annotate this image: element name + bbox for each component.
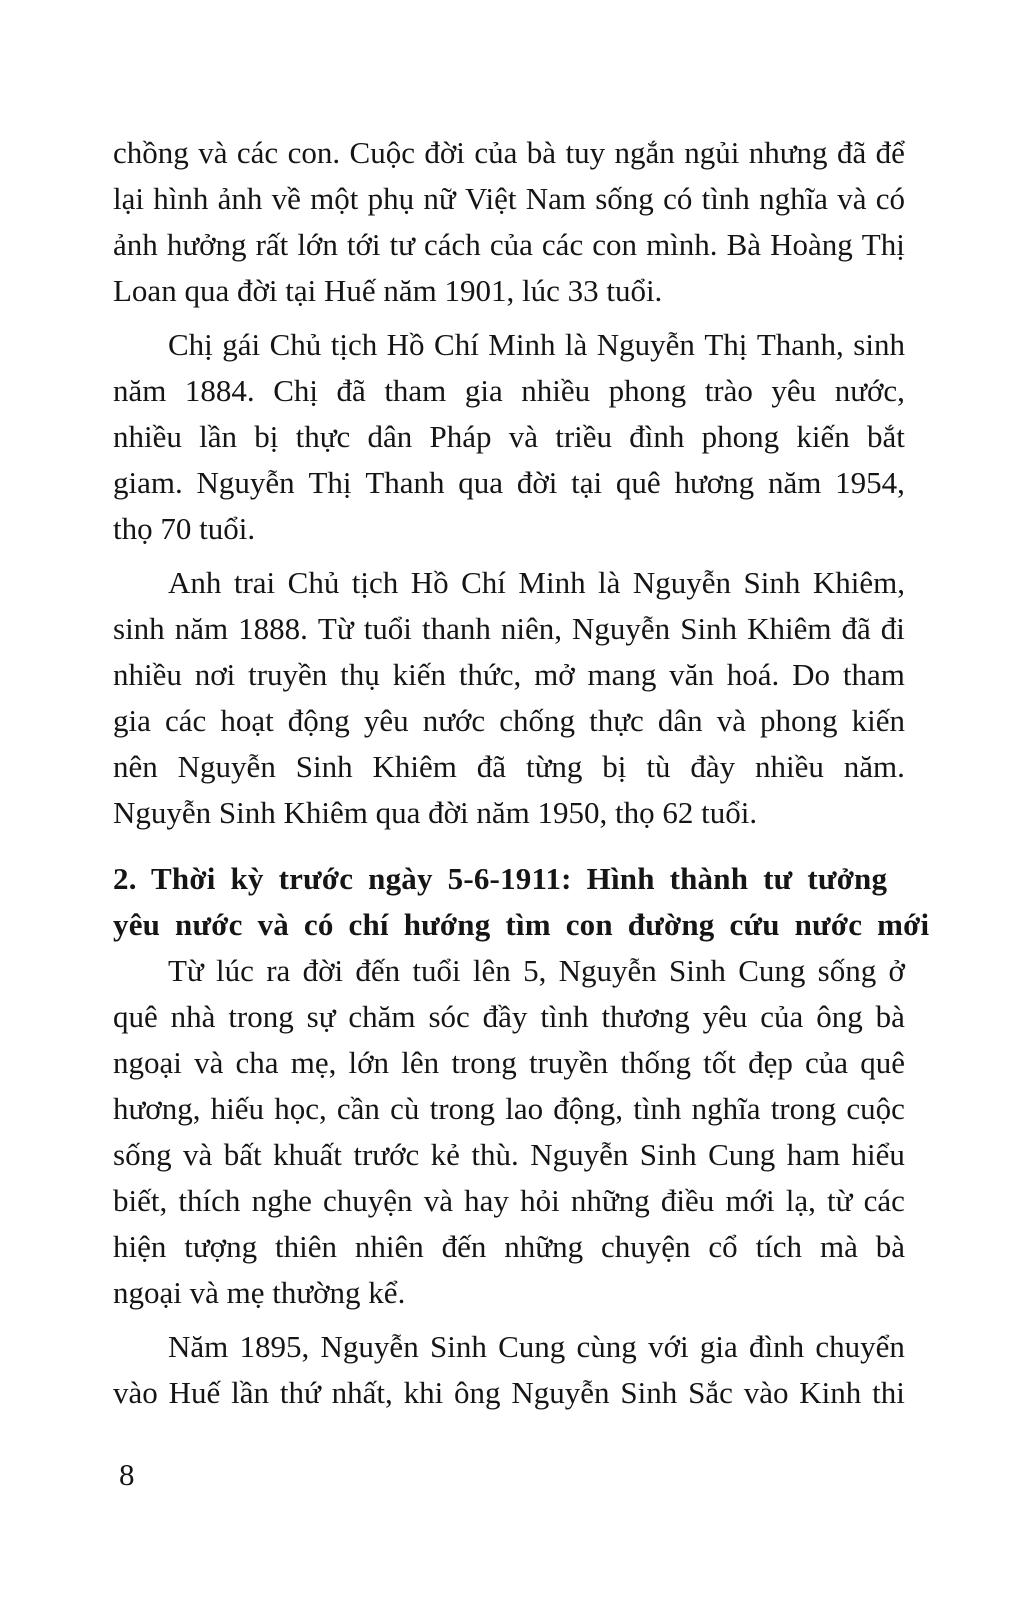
- word: cổ: [708, 1229, 738, 1264]
- word: Chủ: [269, 327, 322, 362]
- word: kẻ: [430, 1137, 460, 1172]
- word: thứ: [279, 1375, 321, 1410]
- word: thức,: [458, 657, 522, 692]
- word: là: [564, 327, 588, 362]
- word: của: [489, 227, 533, 262]
- word: hình: [153, 181, 209, 216]
- word: Khiêm,: [812, 565, 905, 600]
- word: thanh: [421, 611, 491, 646]
- text-line: [113, 652, 905, 698]
- word: Việt: [464, 181, 517, 216]
- word: lạ,: [785, 1183, 816, 1218]
- word: ảnh: [113, 227, 158, 262]
- text-line: [113, 1040, 905, 1086]
- word: hoá.: [726, 657, 780, 692]
- word: Sắc: [688, 1375, 733, 1410]
- word: tình: [540, 999, 589, 1034]
- word: và: [837, 181, 867, 216]
- word: Minh: [518, 565, 586, 600]
- word: Cung: [708, 1137, 776, 1172]
- word: Nguyễn: [196, 465, 295, 500]
- word: phong: [608, 373, 687, 408]
- word: hiện: [113, 1229, 167, 1264]
- text-line: [113, 1370, 905, 1416]
- word: Anh: [168, 565, 222, 600]
- word: vào: [113, 1375, 158, 1410]
- word: con.: [287, 135, 341, 170]
- word: thiên: [274, 1229, 337, 1264]
- word: và: [183, 1137, 213, 1172]
- word: trước: [353, 1137, 420, 1172]
- word: điều: [660, 1183, 715, 1218]
- word: tịch: [351, 565, 399, 600]
- word: bà: [875, 1229, 905, 1264]
- word: đày: [690, 749, 736, 784]
- word: nhất,: [331, 1375, 393, 1410]
- word: thụ: [340, 657, 380, 692]
- word: nhiều: [113, 657, 182, 692]
- word: trong: [451, 1045, 517, 1080]
- word: chồng: [113, 135, 189, 170]
- word: nghe: [251, 1183, 312, 1218]
- word: lao: [505, 1091, 544, 1126]
- word: lúc: [216, 953, 254, 988]
- word: học,: [274, 1091, 327, 1126]
- word: Nguyễn: [511, 1375, 610, 1410]
- word: Do: [792, 657, 831, 692]
- word: yêu: [363, 703, 409, 738]
- word: mình.: [646, 227, 718, 262]
- word: trai: [233, 565, 276, 600]
- word: sóc: [428, 999, 470, 1034]
- word: sự: [306, 999, 336, 1034]
- word: Nam: [525, 181, 586, 216]
- word: thương: [601, 999, 690, 1034]
- word: và: [194, 1045, 224, 1080]
- word: nơi: [194, 657, 236, 692]
- text-line: [113, 130, 905, 176]
- word: hương,: [113, 1091, 201, 1126]
- word: cần: [336, 1091, 380, 1126]
- word: hiếu: [210, 1091, 265, 1126]
- word: sống: [595, 181, 654, 216]
- word: tốt: [703, 1045, 736, 1080]
- word: chăm: [348, 999, 416, 1034]
- text-line: [113, 1324, 905, 1370]
- text-line: [113, 606, 905, 652]
- word: lần: [231, 1375, 269, 1410]
- word: bị: [254, 419, 279, 454]
- word: gia: [113, 703, 151, 738]
- word: sống: [113, 1137, 172, 1172]
- word: đã: [476, 749, 507, 784]
- word: Chí: [461, 565, 506, 600]
- word: triều: [555, 419, 613, 454]
- word: sinh: [113, 611, 165, 646]
- word: từng: [525, 749, 583, 784]
- word: đẹp: [748, 1045, 793, 1080]
- word: nước,: [834, 373, 905, 408]
- word: bất: [223, 1137, 262, 1172]
- word: nhưng: [748, 135, 828, 170]
- text-line: ngoại và mẹ thường kể.: [113, 1275, 406, 1310]
- word: quê: [113, 999, 158, 1034]
- word: lên: [401, 1045, 440, 1080]
- word: kiến: [796, 419, 850, 454]
- word: Hồ: [410, 565, 449, 600]
- heading-line: yêu nước và có chí hướng tìm con đường cứu nước mới: [113, 907, 930, 942]
- word: động: [287, 703, 350, 738]
- word: đã: [841, 611, 871, 646]
- word: Sinh: [295, 749, 353, 784]
- body-paragraph: [113, 948, 905, 1316]
- word: và: [423, 1183, 453, 1218]
- word: các: [541, 227, 584, 262]
- heading-line: 2. Thời kỳ trước ngày 5-6-1911: Hình thành tư tưởng: [113, 861, 888, 896]
- text-line: [113, 1132, 905, 1178]
- word: động,: [553, 1091, 624, 1126]
- word: tích: [755, 1229, 803, 1264]
- word: lại: [113, 181, 144, 216]
- word: tư: [389, 227, 415, 262]
- word: ra: [266, 953, 291, 988]
- word: Từ: [317, 611, 354, 646]
- word: phụ: [367, 181, 415, 216]
- word: tuổi: [363, 611, 412, 646]
- word: Sinh: [620, 1375, 678, 1410]
- word: đời: [424, 135, 465, 170]
- word: lớn: [297, 227, 338, 262]
- word: ảnh: [217, 181, 263, 216]
- word: hoạt: [220, 703, 274, 738]
- text-line: [113, 994, 905, 1040]
- word: Từ: [168, 953, 204, 988]
- word: bà: [526, 135, 557, 170]
- word: cách: [424, 227, 481, 262]
- word: rất: [255, 227, 289, 262]
- word: kiến: [392, 657, 446, 692]
- word: Minh: [488, 327, 556, 362]
- text-line: thọ 70 tuổi.: [113, 511, 256, 546]
- word: bà: [875, 999, 905, 1034]
- word: để: [875, 135, 905, 170]
- word: mở: [534, 657, 575, 692]
- word: Thanh,: [756, 327, 844, 362]
- word: gia: [699, 1329, 738, 1364]
- word: Nguyễn: [632, 565, 732, 600]
- word: tình: [701, 181, 750, 216]
- word: 1895,: [239, 1329, 310, 1364]
- word: Pháp: [429, 419, 492, 454]
- word: thực: [589, 703, 644, 738]
- word: trào: [704, 373, 753, 408]
- word: nhà: [170, 999, 216, 1034]
- word: về: [271, 181, 301, 216]
- word: ở: [888, 953, 905, 988]
- text-line: [113, 1178, 905, 1224]
- word: phong: [701, 419, 780, 454]
- word: ông: [816, 999, 863, 1034]
- word: là: [598, 565, 621, 600]
- word: ngủi: [684, 135, 740, 170]
- word: chuyện: [323, 1183, 413, 1218]
- word: nên: [113, 749, 158, 784]
- word: và: [198, 135, 228, 170]
- word: và: [508, 419, 538, 454]
- word: nước: [422, 703, 486, 738]
- word: có: [875, 181, 905, 216]
- body-paragraph: [113, 130, 905, 314]
- word: 1888.: [238, 611, 308, 646]
- word: đi: [880, 611, 905, 646]
- word: biết,: [113, 1183, 168, 1218]
- word: Hoàng: [770, 227, 853, 262]
- word: nhiều: [521, 373, 591, 408]
- word: ông: [454, 1375, 501, 1410]
- word: Huế: [168, 1375, 221, 1410]
- word: Chị: [168, 327, 213, 362]
- word: quê: [860, 1045, 905, 1080]
- word: nhiên: [354, 1229, 424, 1264]
- word: Sinh: [680, 611, 738, 646]
- word: thống: [620, 1045, 691, 1080]
- word: tham: [842, 657, 905, 692]
- section-heading: [113, 856, 930, 948]
- word: ngắn: [614, 135, 675, 170]
- word: mới: [725, 1183, 775, 1218]
- word: của: [474, 135, 518, 170]
- word: Thị: [861, 227, 905, 262]
- word: thi: [872, 1375, 905, 1410]
- word: thù.: [471, 1137, 519, 1172]
- word: hưởng: [166, 227, 247, 262]
- word: có: [663, 181, 693, 216]
- word: Sinh: [429, 1329, 487, 1364]
- word: nữ: [423, 181, 456, 216]
- text-line: [113, 698, 905, 744]
- word: ham: [786, 1137, 841, 1172]
- word: yêu: [771, 373, 817, 408]
- word: hay: [464, 1183, 509, 1218]
- word: trong: [228, 999, 294, 1034]
- word: tù: [646, 749, 671, 784]
- word: dân: [657, 703, 703, 738]
- word: đã: [836, 135, 867, 170]
- word: truyền: [248, 657, 328, 692]
- word: nghĩa: [759, 181, 828, 216]
- word: tới: [346, 227, 381, 262]
- word: sinh: [853, 327, 905, 362]
- word: vào: [743, 1375, 789, 1410]
- text-line: Nguyễn Sinh Khiêm qua đời năm 1950, thọ 62 tuổi.: [113, 795, 758, 830]
- word: lần: [199, 419, 237, 454]
- word: năm: [767, 465, 822, 500]
- page-text-column: [113, 130, 930, 1416]
- word: mẹ,: [290, 1045, 337, 1080]
- word: của: [805, 1045, 849, 1080]
- word: Cung: [498, 1329, 566, 1364]
- word: thực: [295, 419, 351, 454]
- word: tuổi: [412, 953, 461, 988]
- word: hương: [674, 465, 755, 500]
- word: nhiều: [113, 419, 182, 454]
- word: ngoại: [113, 1045, 182, 1080]
- word: cuộc: [846, 1091, 905, 1126]
- text-line: [113, 368, 905, 414]
- word: chuyện: [600, 1229, 691, 1264]
- word: đến: [441, 1229, 487, 1264]
- word: Hồ: [386, 327, 425, 362]
- word: các: [164, 703, 207, 738]
- word: nghĩa: [691, 1091, 761, 1126]
- word: Nguyễn: [558, 953, 657, 988]
- word: Chí: [434, 327, 479, 362]
- text-line: [113, 460, 905, 506]
- word: Kinh: [799, 1375, 862, 1410]
- text-line: [113, 414, 905, 460]
- word: với: [648, 1329, 689, 1364]
- word: năm: [113, 373, 167, 408]
- word: Nguyễn: [596, 327, 695, 362]
- word: Năm: [168, 1329, 229, 1364]
- word: đã: [336, 373, 366, 408]
- word: bắt: [866, 419, 905, 454]
- word: Bà: [726, 227, 762, 262]
- word: Thanh: [365, 465, 445, 500]
- word: chống: [499, 703, 575, 738]
- word: các: [863, 1183, 905, 1218]
- word: 1884.: [184, 373, 255, 408]
- body-paragraph: [113, 1324, 905, 1416]
- word: yêu: [702, 999, 748, 1034]
- word: qua: [458, 465, 504, 500]
- word: một: [310, 181, 359, 216]
- word: hiểu: [851, 1137, 905, 1172]
- word: Chủ: [287, 565, 340, 600]
- word: đời: [302, 953, 344, 988]
- word: bị: [602, 749, 627, 784]
- word: văn: [669, 657, 714, 692]
- text-line: [113, 322, 905, 368]
- word: Khiêm: [747, 611, 832, 646]
- word: gia: [464, 373, 503, 408]
- word: cù: [390, 1091, 420, 1126]
- word: gái: [222, 327, 261, 362]
- word: và: [716, 703, 746, 738]
- word: Thị: [704, 327, 748, 362]
- word: đình: [749, 1329, 805, 1364]
- word: đến: [355, 953, 401, 988]
- word: nhiều: [755, 749, 824, 784]
- word: 1954,: [835, 465, 905, 500]
- word: tình: [633, 1091, 682, 1126]
- text-line: [113, 948, 905, 994]
- word: mà: [819, 1229, 858, 1264]
- word: tham: [384, 373, 447, 408]
- word: đầy: [482, 999, 528, 1034]
- word: mang: [587, 657, 657, 692]
- word: trong: [770, 1091, 837, 1126]
- text-line: [113, 744, 905, 790]
- word: Nguyễn: [320, 1329, 419, 1364]
- word: Chị: [273, 373, 318, 408]
- text-line: [113, 222, 905, 268]
- word: tịch: [330, 327, 378, 362]
- text-line: [113, 176, 905, 222]
- word: con: [592, 227, 638, 262]
- word: Nguyễn: [572, 611, 671, 646]
- word: dân: [367, 419, 413, 454]
- page-number: 8: [119, 1457, 135, 1492]
- word: quê: [615, 465, 661, 500]
- word: từ: [827, 1183, 853, 1218]
- word: Nguyễn: [530, 1137, 629, 1172]
- word: sống: [817, 953, 877, 988]
- word: đời: [516, 465, 558, 500]
- body-paragraph: [113, 322, 905, 552]
- word: tại: [571, 465, 603, 500]
- word: Khiêm: [372, 749, 457, 784]
- word: truyền: [528, 1045, 609, 1080]
- word: niên,: [500, 611, 562, 646]
- word: khi: [403, 1375, 444, 1410]
- text-line: [113, 1224, 905, 1270]
- word: thích: [178, 1183, 241, 1218]
- word: của: [760, 999, 804, 1034]
- word: những: [504, 1229, 584, 1264]
- word: Sinh: [669, 953, 726, 988]
- word: hỏi: [520, 1183, 560, 1218]
- word: đình: [629, 419, 685, 454]
- word: Cung: [738, 953, 806, 988]
- word: các: [236, 135, 279, 170]
- word: tượng: [184, 1229, 258, 1264]
- word: chuyển: [815, 1329, 905, 1364]
- word: phong: [760, 703, 838, 738]
- body-paragraph: [113, 560, 905, 836]
- word: khuất: [273, 1137, 342, 1172]
- word: Thị: [308, 465, 352, 500]
- word: giam.: [113, 465, 183, 500]
- text-line: Loan qua đời tại Huế năm 1901, lúc 33 tuổi.: [113, 273, 663, 308]
- word: Sinh: [743, 565, 801, 600]
- word: kiến: [851, 703, 905, 738]
- word: lớn: [348, 1045, 390, 1080]
- word: trong: [429, 1091, 496, 1126]
- word: Cuộc: [349, 135, 415, 170]
- word: 5,: [523, 953, 547, 988]
- text-line: [113, 1086, 905, 1132]
- word: những: [570, 1183, 650, 1218]
- word: năm: [174, 611, 229, 646]
- word: cùng: [576, 1329, 637, 1364]
- word: Nguyễn: [177, 749, 276, 784]
- word: tuy: [565, 135, 606, 170]
- word: cha: [235, 1045, 279, 1080]
- word: Sinh: [639, 1137, 697, 1172]
- text-line: [113, 560, 905, 606]
- word: năm.: [843, 749, 905, 784]
- word: lên: [472, 953, 511, 988]
